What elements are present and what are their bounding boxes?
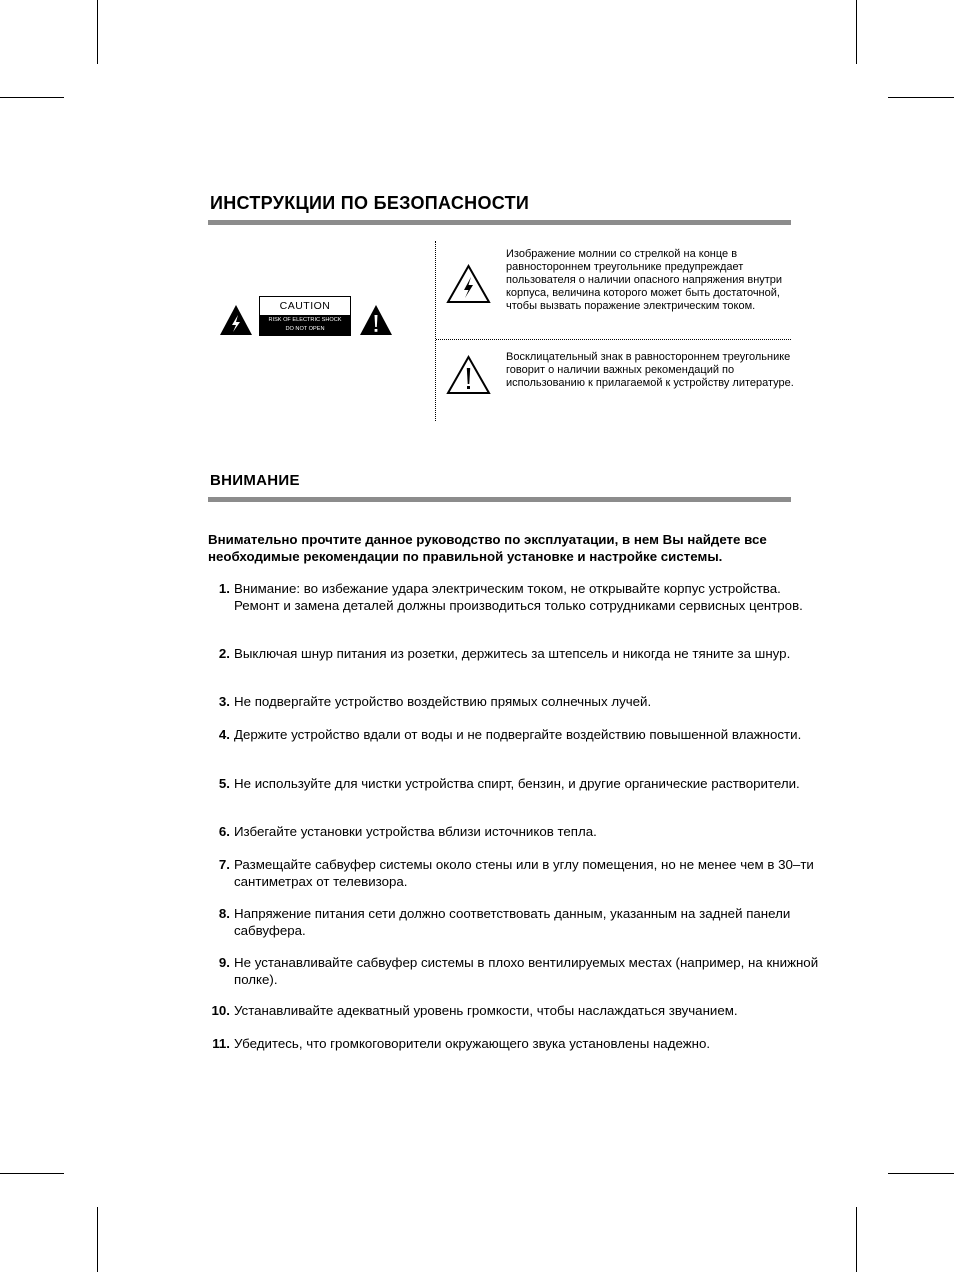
crop-mark	[888, 1173, 954, 1174]
exclamation-triangle-icon	[359, 304, 393, 336]
item-text: Устанавливайте адекватный уровень громкости, чтобы наслаждаться звучанием.	[234, 1003, 738, 1018]
caution-line-1: RISK OF ELECTRIC SHOCK	[268, 317, 342, 323]
list-item	[218, 693, 824, 710]
exclamation-symbol-description: Восклицательный знак в равностороннем треугольнике говорит о наличии важных рекомендаций по использованию к прилагаемой к устройству литературе.	[506, 351, 794, 389]
page-title: ИНСТРУКЦИИ ПО БЕЗОПАСНОСТИ	[210, 193, 530, 213]
item-text: Держите устройство вдали от воды и не подвергайте воздействию повышенной влажности.	[234, 727, 802, 742]
list-item	[218, 954, 824, 988]
list-item	[218, 645, 824, 662]
item-number: 8.	[218, 906, 230, 921]
list-item	[218, 856, 824, 890]
lightning-symbol-description: Изображение молнии со стрелкой на конце в равностороннем треугольнике предупреждает пользователя о наличии опасного напряжения внутри корпуса, величина которого может быть достаточной, чтобы вызвать поражение электрическим током.	[506, 248, 783, 312]
item-text: Не используйте для чистки устройства спирт, бензин, и другие органические растворители.	[234, 776, 800, 791]
exclamation-triangle-icon	[446, 355, 491, 395]
crop-mark	[97, 0, 98, 64]
item-number: 6.	[218, 824, 230, 839]
list-item	[212, 1035, 824, 1052]
item-text: Напряжение питания сети должно соответствовать данным, указанным на задней панели сабвуфера.	[234, 906, 791, 938]
item-number: 3.	[218, 694, 230, 709]
item-number: 4.	[218, 727, 230, 742]
item-number: 10.	[211, 1003, 230, 1018]
warning-rule	[208, 497, 791, 502]
vertical-divider	[435, 241, 436, 421]
item-number: 7.	[218, 857, 230, 872]
item-number: 9.	[218, 955, 230, 970]
list-item	[218, 775, 824, 792]
item-text: Внимание: во избежание удара электрическим током, не открывайте корпус устройства. Ремонт и замена деталей должны производиться только сотрудниками сервисных центров.	[234, 581, 803, 613]
list-item	[218, 726, 824, 743]
crop-mark	[856, 1207, 857, 1272]
list-item	[211, 1002, 824, 1019]
list-item	[218, 905, 824, 939]
item-text: Размещайте сабвуфер системы около стены или в углу помещения, но не менее чем в 30–ти сантиметрах от телевизора.	[234, 857, 814, 889]
item-number: 11.	[212, 1036, 230, 1051]
caution-title: CAUTION	[260, 297, 350, 316]
item-number: 1.	[218, 581, 230, 596]
item-number: 2.	[218, 646, 230, 661]
caution-warning	[260, 315, 350, 335]
warning-heading: ВНИМАНИЕ	[210, 472, 300, 489]
crop-mark	[856, 0, 857, 64]
item-text: Избегайте установки устройства вблизи источников тепла.	[234, 824, 597, 839]
crop-mark	[97, 1207, 98, 1272]
item-text: Не подвергайте устройство воздействию прямых солнечных лучей.	[234, 694, 652, 709]
horizontal-divider	[436, 339, 791, 340]
crop-mark	[0, 97, 64, 98]
item-text: Выключая шнур питания из розетки, держитесь за штепсель и никогда не тяните за шнур.	[234, 646, 791, 661]
list-item	[218, 580, 824, 614]
crop-mark	[0, 1173, 64, 1174]
heading-rule	[208, 220, 791, 225]
caution-label	[259, 296, 351, 336]
crop-mark	[888, 97, 954, 98]
lightning-triangle-icon	[446, 264, 491, 304]
lightning-triangle-icon	[219, 304, 253, 336]
item-number: 5.	[218, 776, 230, 791]
list-item	[218, 823, 824, 840]
item-text: Не устанавливайте сабвуфер системы в плохо вентилируемых местах (например, на книжной полке).	[234, 955, 819, 987]
item-text: Убедитесь, что громкоговорители окружающего звука установлены надежно.	[234, 1036, 711, 1051]
caution-line-2: DO NOT OPEN	[285, 326, 325, 332]
intro-paragraph: Внимательно прочтите данное руководство по эксплуатации, в нем Вы найдете все необходимые рекомендации по правильной установке и настройке системы.	[208, 532, 767, 564]
